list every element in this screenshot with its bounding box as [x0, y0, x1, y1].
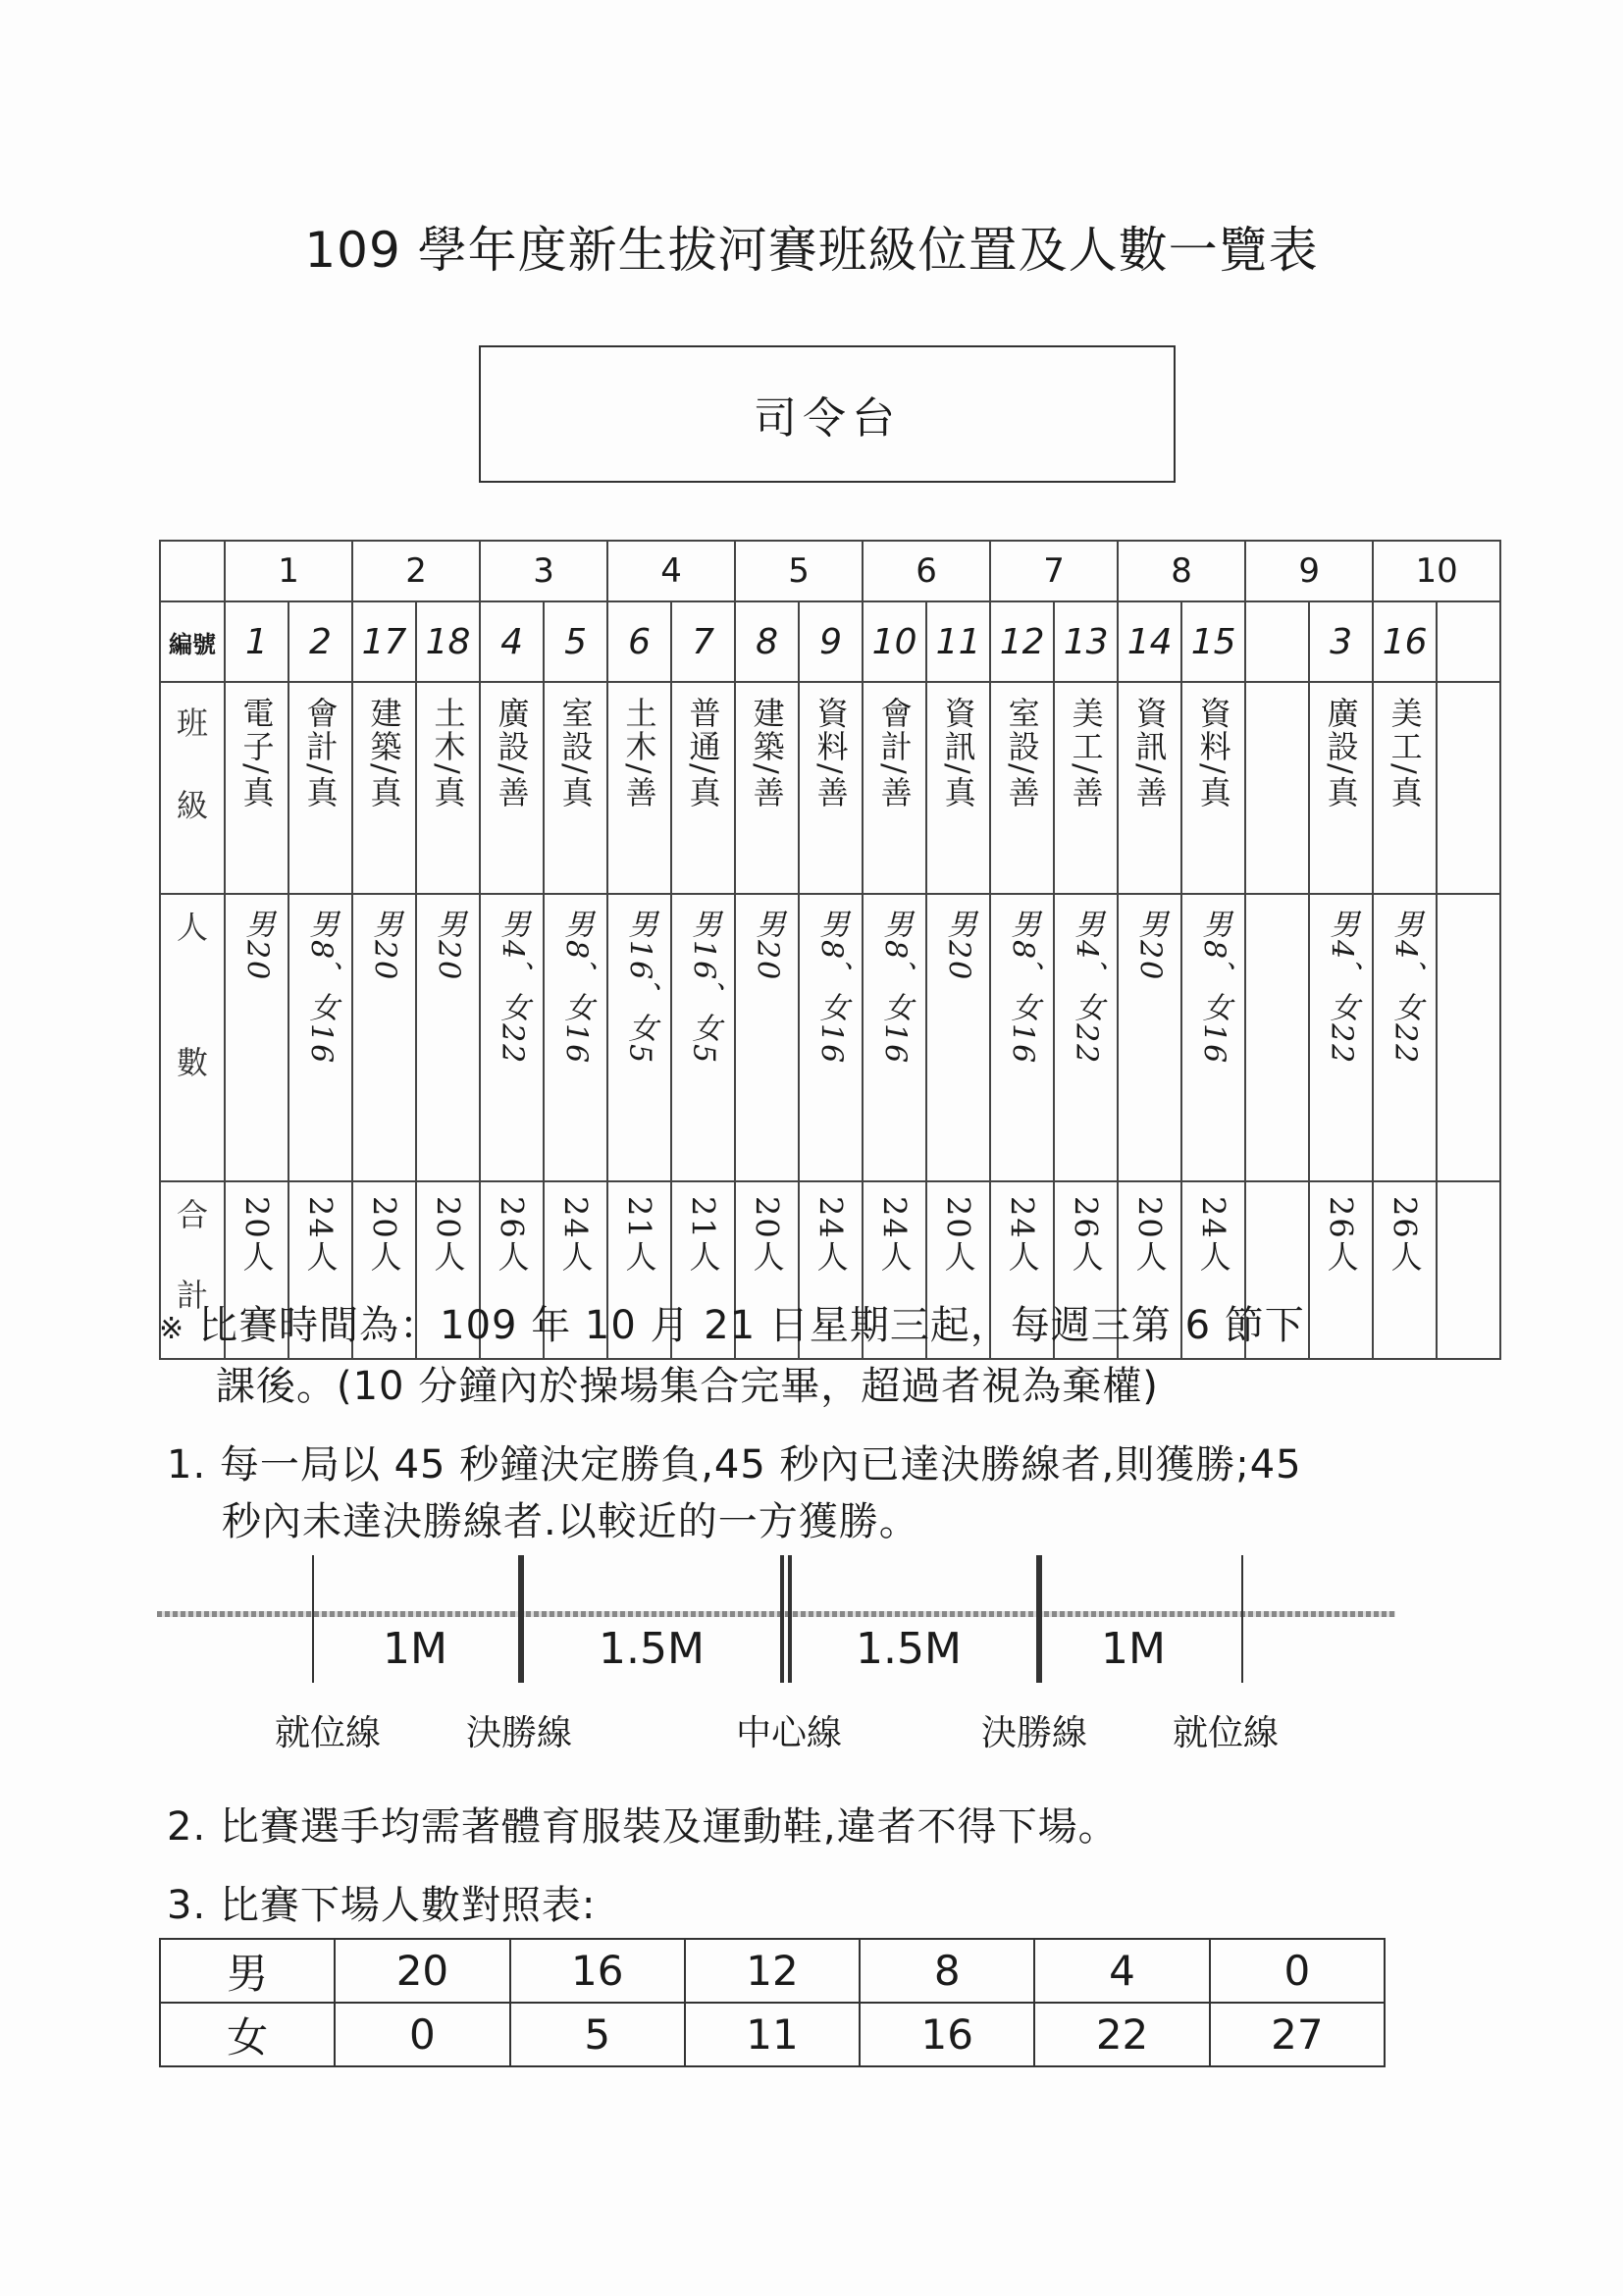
count-value: 男8、女16 — [558, 909, 594, 1066]
count-cell — [607, 894, 671, 1181]
position-cell: 5 — [735, 541, 863, 601]
class-name: 建築/善 — [748, 697, 786, 809]
female-row — [160, 2003, 1385, 2066]
segment-label: 1M — [1101, 1624, 1166, 1674]
class-cell — [1054, 682, 1118, 894]
count-value: 男20 — [1132, 909, 1168, 982]
position-cell: 1 — [225, 541, 352, 601]
count-value: 男20 — [941, 909, 976, 982]
number-cell: 13 — [1054, 601, 1118, 682]
total-value: 20人 — [365, 1195, 403, 1274]
count-header-char: 數 — [176, 1044, 208, 1082]
count-cell — [735, 894, 799, 1181]
stage-box — [479, 345, 1176, 483]
number-cell: 11 — [926, 601, 990, 682]
count-value: 男4、女22 — [1387, 909, 1423, 1066]
line-label: 決勝線 — [981, 1713, 1088, 1753]
count-value: 男8、女16 — [1196, 909, 1231, 1066]
line-label: 就位線 — [275, 1713, 382, 1753]
number-cell: 8 — [735, 601, 799, 682]
total-value: 20人 — [939, 1195, 977, 1274]
rule-1-line-2: 秒內未達決勝線者.以較近的一方獲勝。 — [222, 1499, 919, 1544]
stage-label: 司令台 — [754, 393, 901, 444]
position-cell: 2 — [352, 541, 480, 601]
center-line-b — [788, 1555, 792, 1683]
count-cell — [1181, 894, 1245, 1181]
total-cell — [1437, 1181, 1500, 1359]
count-cell — [799, 894, 863, 1181]
class-cell — [1437, 682, 1500, 894]
count-cell — [480, 894, 544, 1181]
class-name: 美工/真 — [1386, 697, 1424, 809]
class-name: 會計/善 — [875, 697, 914, 809]
center-line-a — [780, 1555, 784, 1683]
female-count: 5 — [510, 2003, 685, 2066]
number-cell: 9 — [799, 601, 863, 682]
female-count: 27 — [1210, 2003, 1385, 2066]
class-cell — [288, 682, 352, 894]
count-cell — [225, 894, 288, 1181]
male-count: 0 — [1210, 1939, 1385, 2003]
position-cell: 8 — [1118, 541, 1245, 601]
total-value: 26人 — [1067, 1195, 1105, 1274]
total-value: 26人 — [1322, 1195, 1360, 1274]
total-value: 21人 — [684, 1195, 722, 1274]
count-cell — [671, 894, 735, 1181]
class-cell — [863, 682, 926, 894]
number-cell: 5 — [544, 601, 607, 682]
position-row — [160, 541, 1500, 601]
male-count: 20 — [335, 1939, 509, 2003]
class-cell — [799, 682, 863, 894]
total-header-char: 計 — [176, 1277, 208, 1315]
class-header — [160, 682, 225, 894]
number-cell: 10 — [863, 601, 926, 682]
class-cell — [544, 682, 607, 894]
total-header-char: 合 — [176, 1195, 208, 1233]
total-value: 24人 — [301, 1195, 340, 1274]
line-label: 決勝線 — [466, 1713, 573, 1753]
total-value: 20人 — [748, 1195, 786, 1274]
count-value: 男16、女5 — [622, 909, 657, 1066]
position-cell: 3 — [480, 541, 607, 601]
class-cell — [607, 682, 671, 894]
number-cell: 3 — [1309, 601, 1373, 682]
count-value: 男8、女16 — [877, 909, 913, 1066]
female-count: 22 — [1034, 2003, 1209, 2066]
count-value: 男8、女16 — [1005, 909, 1040, 1066]
class-cell — [480, 682, 544, 894]
male-count: 8 — [860, 1939, 1034, 2003]
class-name: 會計/真 — [301, 697, 340, 809]
class-header-char: 班 — [176, 704, 208, 742]
class-cell — [926, 682, 990, 894]
segment-label: 1M — [383, 1624, 447, 1674]
start-line-right — [1241, 1555, 1243, 1683]
male-label: 男 — [160, 1939, 335, 2003]
number-cell — [1245, 601, 1309, 682]
number-cell: 16 — [1373, 601, 1437, 682]
count-cell — [288, 894, 352, 1181]
count-value: 男4、女22 — [1324, 909, 1359, 1066]
class-name: 電子/真 — [237, 697, 276, 809]
count-value: 男16、女5 — [686, 909, 721, 1066]
total-value: 21人 — [620, 1195, 658, 1274]
position-cell: 10 — [1373, 541, 1500, 601]
number-row — [160, 601, 1500, 682]
total-value: 20人 — [237, 1195, 276, 1274]
number-cell: 2 — [288, 601, 352, 682]
count-cell — [863, 894, 926, 1181]
number-cell: 14 — [1118, 601, 1181, 682]
count-header — [160, 894, 225, 1181]
number-header: 編號 — [160, 601, 225, 682]
class-name: 廣設/真 — [1322, 697, 1360, 809]
count-cell — [352, 894, 416, 1181]
count-value: 男4、女22 — [495, 909, 530, 1066]
total-value: 26人 — [493, 1195, 531, 1274]
class-cell — [1245, 682, 1309, 894]
class-header-char: 級 — [176, 787, 208, 825]
female-count: 16 — [860, 2003, 1034, 2066]
male-count: 16 — [510, 1939, 685, 2003]
count-value: 男8、女16 — [303, 909, 339, 1066]
class-cell — [735, 682, 799, 894]
position-cell: 9 — [1245, 541, 1373, 601]
female-count: 11 — [685, 2003, 860, 2066]
class-name: 資訊/真 — [939, 697, 977, 809]
total-value: 26人 — [1386, 1195, 1424, 1274]
total-cell — [1373, 1181, 1437, 1359]
male-row — [160, 1939, 1385, 2003]
female-count: 0 — [335, 2003, 509, 2066]
line-label: 就位線 — [1173, 1713, 1280, 1753]
class-cell — [1309, 682, 1373, 894]
class-cell — [1118, 682, 1181, 894]
class-name: 資料/善 — [812, 697, 850, 809]
time-line-1: 比賽時間為：109 年 10 月 21 日星期三起，每週三第 6 節下 — [198, 1303, 1305, 1348]
total-value: 24人 — [1003, 1195, 1041, 1274]
count-cell — [416, 894, 480, 1181]
class-name: 廣設/善 — [493, 697, 531, 809]
class-name: 資料/真 — [1194, 697, 1232, 809]
class-cell — [352, 682, 416, 894]
count-cell — [544, 894, 607, 1181]
class-name: 資訊/善 — [1130, 697, 1169, 809]
total-value: 24人 — [812, 1195, 850, 1274]
line-label: 中心線 — [736, 1713, 843, 1753]
start-line-left — [312, 1555, 314, 1683]
class-name: 土木/真 — [429, 697, 467, 809]
total-cell — [1309, 1181, 1373, 1359]
female-label: 女 — [160, 2003, 335, 2066]
time-line-2: 課後。(10 分鐘內於操場集合完畢，超過者視為棄權) — [216, 1364, 1159, 1409]
count-value: 男20 — [239, 909, 275, 982]
class-name: 美工/善 — [1067, 697, 1105, 809]
position-cell: 6 — [863, 541, 990, 601]
class-row — [160, 682, 1500, 894]
number-cell: 7 — [671, 601, 735, 682]
count-cell — [990, 894, 1054, 1181]
count-cell — [926, 894, 990, 1181]
total-value: 24人 — [1194, 1195, 1232, 1274]
class-name: 建築/真 — [365, 697, 403, 809]
count-cell — [1373, 894, 1437, 1181]
rule-3: 3. 比賽下場人數對照表: — [167, 1883, 597, 1928]
number-cell: 12 — [990, 601, 1054, 682]
note-mark: ※ — [159, 1312, 185, 1346]
class-cell — [1373, 682, 1437, 894]
total-value: 24人 — [875, 1195, 914, 1274]
win-line-left — [518, 1555, 524, 1683]
rope-line — [157, 1611, 1395, 1617]
segment-label: 1.5M — [599, 1624, 705, 1674]
count-header-char: 人 — [176, 909, 208, 946]
number-cell: 6 — [607, 601, 671, 682]
male-count: 12 — [685, 1939, 860, 2003]
count-cell — [1118, 894, 1181, 1181]
class-name: 土木/善 — [620, 697, 658, 809]
win-line-right — [1036, 1555, 1042, 1683]
position-cell: 7 — [990, 541, 1118, 601]
class-cell — [671, 682, 735, 894]
match-time-note — [159, 1297, 1305, 1415]
total-value: 20人 — [1130, 1195, 1169, 1274]
tug-of-war-field-diagram — [147, 1555, 1413, 1751]
page-title: 109 學年度新生拔河賽班級位置及人數一覽表 — [304, 222, 1319, 279]
rule-1-line-1: 1. 每一局以 45 秒鐘決定勝負,45 秒內已達決勝線者,則獲勝;45 — [167, 1442, 1302, 1487]
count-cell — [1309, 894, 1373, 1181]
class-cell — [416, 682, 480, 894]
segment-label: 1.5M — [856, 1624, 962, 1674]
number-cell: 17 — [352, 601, 416, 682]
number-cell: 1 — [225, 601, 288, 682]
count-value: 男20 — [750, 909, 785, 982]
number-cell: 15 — [1181, 601, 1245, 682]
rule-2: 2. 比賽選手均需著體育服裝及運動鞋,違者不得下場。 — [167, 1804, 1119, 1850]
total-value: 20人 — [429, 1195, 467, 1274]
class-name: 室設/善 — [1003, 697, 1041, 809]
count-value: 男4、女22 — [1069, 909, 1104, 1066]
class-name: 室設/真 — [556, 697, 595, 809]
count-cell — [1054, 894, 1118, 1181]
class-name: 普通/真 — [684, 697, 722, 809]
count-cell — [1245, 894, 1309, 1181]
count-value: 男20 — [431, 909, 466, 982]
rule-1 — [167, 1436, 1302, 1550]
position-cell: 4 — [607, 541, 735, 601]
count-value: 男8、女16 — [813, 909, 849, 1066]
count-row — [160, 894, 1500, 1181]
class-cell — [225, 682, 288, 894]
number-cell — [1437, 601, 1500, 682]
count-cell — [1437, 894, 1500, 1181]
player-count-table — [159, 1938, 1386, 2067]
count-value: 男20 — [367, 909, 402, 982]
class-cell — [990, 682, 1054, 894]
class-cell — [1181, 682, 1245, 894]
total-value: 24人 — [556, 1195, 595, 1274]
class-position-table — [159, 540, 1501, 1360]
position-header-corner — [160, 541, 225, 601]
number-cell: 4 — [480, 601, 544, 682]
number-cell: 18 — [416, 601, 480, 682]
male-count: 4 — [1034, 1939, 1209, 2003]
